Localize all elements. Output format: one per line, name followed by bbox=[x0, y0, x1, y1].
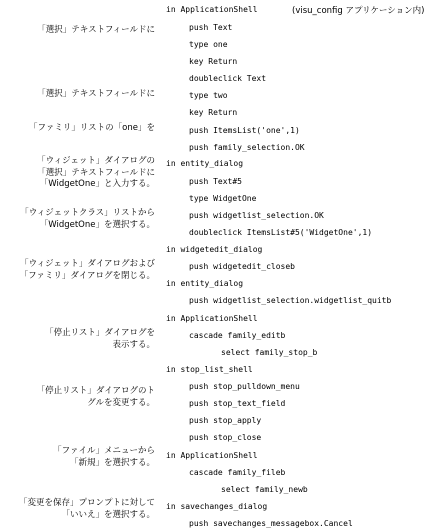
comment: 「ファイル」メニューから 「新規」を選択する。 bbox=[53, 446, 155, 468]
code-line: select family_newb bbox=[221, 485, 308, 494]
comment: 「停止リスト」ダイアログを 表示する。 bbox=[45, 328, 155, 350]
code-line: in stop_list_shell bbox=[166, 365, 253, 374]
code-line: in entity_dialog bbox=[166, 159, 244, 168]
code-line: push stop_text_field bbox=[189, 399, 286, 408]
code-line: cascade family_fileb bbox=[189, 468, 286, 477]
code-line: select family_stop_b bbox=[221, 348, 318, 357]
code-line: push stop_apply bbox=[189, 416, 262, 425]
code-line: in ApplicationShell bbox=[166, 314, 258, 323]
code-line: type WidgetOne bbox=[189, 194, 257, 203]
code-line: push family_selection.OK bbox=[189, 143, 305, 152]
code-line: in widgetedit_dialog bbox=[166, 245, 263, 254]
code-line: in ApplicationShell bbox=[166, 451, 258, 460]
code-line: type one bbox=[189, 40, 228, 49]
code-line: push Text#5 bbox=[189, 177, 242, 186]
code-line: push ItemsList('one',1) bbox=[189, 126, 300, 135]
code-line: push stop_pulldown_menu bbox=[189, 382, 300, 391]
comment: 「選択」テキストフィールドに bbox=[37, 25, 155, 35]
code-line: key Return bbox=[189, 57, 238, 66]
comment: 「ウィジェットクラス」リストから 「WidgetOne」を選択する。 bbox=[20, 208, 155, 230]
code-line: doubleclick Text bbox=[189, 74, 267, 83]
code-line: cascade family_editb bbox=[189, 331, 286, 340]
code-line: push savechanges_messagebox.Cancel bbox=[189, 519, 353, 528]
code-line: push Text bbox=[189, 23, 233, 32]
comment: 「変更を保存」プロンプトに対して 「いいえ」を選択する。 bbox=[18, 498, 155, 520]
code-line: in ApplicationShell bbox=[166, 5, 258, 14]
code-line: push widgetlist_selection.OK bbox=[189, 211, 324, 220]
code-line: type two bbox=[189, 91, 228, 100]
comment: 「停止リスト」ダイアログのト グルを変更する。 bbox=[36, 386, 155, 408]
comment: 「選択」テキストフィールドに bbox=[37, 89, 155, 99]
header-note: (visu_config アプリケーション内) bbox=[292, 6, 425, 16]
code-line: in entity_dialog bbox=[166, 279, 244, 288]
code-line: push stop_close bbox=[189, 433, 262, 442]
code-line: key Return bbox=[189, 108, 238, 117]
code-line: in savechanges_dialog bbox=[166, 502, 268, 511]
comment: 「ウィジェット」ダイアログおよび 「ファミリ」ダイアログを閉じる。 bbox=[19, 259, 155, 281]
code-line: push widgetedit_closeb bbox=[189, 262, 295, 271]
code-line: push widgetlist_selection.widgetlist_quitb bbox=[189, 296, 392, 305]
comment: 「ファミリ」リストの「one」を bbox=[29, 123, 155, 133]
code-line: doubleclick ItemsList#5('WidgetOne',1) bbox=[189, 228, 373, 237]
comment: 「ウィジェット」ダイアログの 「選択」テキストフィールドに 「WidgetOne」と入力する。 bbox=[37, 156, 155, 189]
